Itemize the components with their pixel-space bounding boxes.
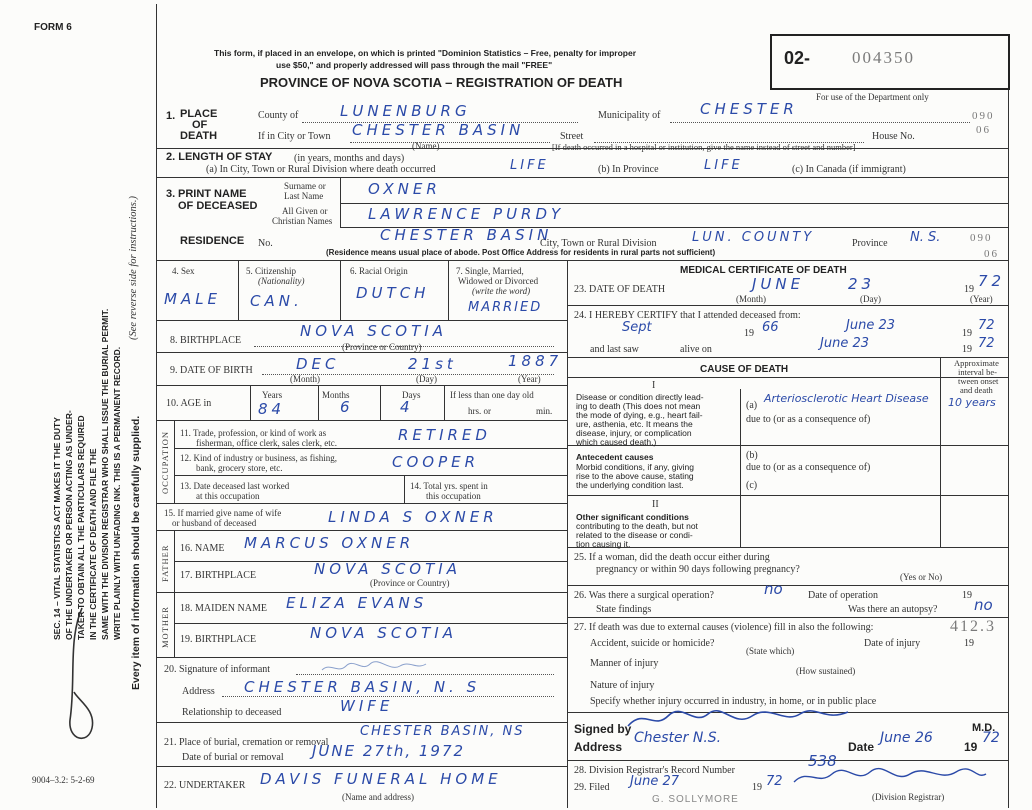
med-line-preg (567, 547, 1008, 548)
burial-value: CHESTER BASIN, NS (360, 724, 525, 739)
manner-label: Manner of injury (590, 658, 659, 669)
dob-year-caption: (Year) (518, 374, 541, 384)
filed-value: June 27 (630, 774, 679, 789)
age-years: 84 (258, 400, 286, 418)
death-month: JUNE (752, 275, 805, 293)
from-value: Sept (622, 320, 652, 335)
undertaker-caption: (Name and address) (342, 792, 414, 802)
md-label: M.D. (972, 722, 996, 734)
surgery-label: 26. Was there a surgical operation? (574, 590, 714, 601)
state-which: (State which) (746, 646, 795, 656)
municipality-label: Municipality of (598, 110, 661, 121)
med-line-part2 (567, 495, 1008, 496)
external-code: 412.3 (950, 618, 996, 635)
municipality-code: 090 (972, 110, 995, 122)
stay-a-label: (a) In City, Town or Rural Division where death occurred (206, 164, 436, 175)
certify-label: 24. I HEREBY CERTIFY that I attended deceased from: (574, 310, 801, 321)
sex-value: MALE (164, 290, 222, 308)
residence-no: No. (258, 238, 273, 249)
residence-note: (Residence means usual place of abode. Post Office Address for residents in rural parts not sufficient) (326, 248, 716, 257)
occ14-divider (404, 475, 405, 503)
informant-sig-label: 20. Signature of informant (164, 664, 271, 675)
marital-label-1: 7. Single, Married, (456, 266, 524, 276)
other-label-2: contributing to the death, but not (576, 521, 698, 531)
dob-year: 1887 (508, 352, 563, 370)
stay-a-value: LIFE (510, 158, 549, 173)
industry-value: COOPER (392, 453, 480, 471)
disease-label-4: ure, asthenia, etc. It means the (576, 419, 693, 429)
origin-label: 6. Racial Origin (350, 266, 408, 276)
from-year-prefix: 19 (744, 328, 754, 339)
notice-line-2: use $50," and properly addressed will pass through the mail "FREE" (276, 60, 553, 70)
part-2: II (652, 499, 659, 510)
doctor-address-label: Address (574, 740, 623, 754)
mother-side-label: MOTHER (160, 606, 170, 648)
birthplace-label: 8. BIRTHPLACE (170, 335, 242, 346)
mother-name-value: ELIZA EVANS (286, 594, 428, 612)
mother-name-label: 18. MAIDEN NAME (180, 603, 267, 614)
stay-title: LENGTH OF STAY (178, 151, 273, 163)
preg-label-1: 25. If a woman, did the death occur either during (574, 552, 770, 563)
row-line-dob (156, 352, 567, 353)
citizen-value: CAN. (250, 292, 303, 310)
stay-num: 2. (166, 151, 176, 163)
registration-number-box (770, 34, 1010, 90)
preg-label-2: pregnancy or within 90 days following pregnancy? (596, 564, 800, 575)
stay-b-label: (b) In Province (598, 164, 659, 175)
trade-value: RETIRED (398, 426, 491, 444)
informant-signature-mark (48, 600, 118, 750)
interval-label-4: and death (960, 385, 993, 395)
marital-value: MARRIED (468, 300, 543, 315)
cause-a-value: Arteriosclerotic Heart Disease (764, 392, 929, 405)
residence-code-1: 090 (970, 232, 993, 244)
city-label: If in City or Town (258, 131, 331, 142)
name-col (340, 177, 341, 227)
given-label-1: All Given or (282, 206, 328, 216)
given-label-2: Christian Names (272, 216, 333, 226)
province-value: N. S. (910, 230, 941, 245)
other-label-3: related to the disease or condi- (576, 530, 693, 540)
citizen-label: 5. Citizenship (246, 266, 296, 276)
hrs-label: hrs. or (468, 406, 491, 416)
side-line-8: (See reverse side for instructions.) (128, 196, 139, 340)
occ-side-line (174, 420, 175, 503)
filed-year-prefix: 19 (752, 782, 762, 793)
state-findings: State findings (596, 604, 652, 615)
stay-c-label: (c) In Canada (if immigrant) (792, 164, 906, 175)
street-label: Street (560, 131, 584, 142)
registrar-stamp: G. SOLLYMORE (652, 794, 739, 805)
side-line-3: TAKER TO OBTAIN ALL THE PARTICULARS REQUIRED (76, 415, 86, 640)
deceased-label-1: PRINT NAME (178, 188, 247, 200)
accident-label: Accident, suicide or homicide? (590, 638, 715, 649)
dob-day: 21st (408, 355, 457, 373)
municipality-value: CHESTER (700, 100, 798, 118)
citizen-sub: (Nationality) (258, 276, 305, 286)
marital-label-3: (write the word) (472, 286, 531, 296)
right-border (1008, 88, 1009, 808)
side-line-2: OF THE UNDERTAKER OR PERSON ACTING AS UNDER- (64, 410, 74, 640)
county-label: County of (258, 110, 299, 121)
alive-on: alive on (680, 344, 712, 355)
occ-row-line-1 (174, 448, 567, 449)
occupation-side-label: OCCUPATION (160, 430, 170, 494)
months-label: Months (322, 390, 350, 400)
sign-year: 72 (982, 730, 1000, 746)
interval-label-2: interval be- (958, 367, 997, 377)
to-year-prefix: 19 (962, 328, 972, 339)
medical-title: MEDICAL CERTIFICATE OF DEATH (680, 265, 847, 276)
last-saw-value: June 23 (820, 336, 869, 351)
side-line-6: WRITE PLAINLY WITH UNFADING INK. THIS IS A PERMANENT RECORD. (112, 346, 122, 640)
father-name-label: 16. NAME (180, 543, 225, 554)
burial-date-value: JUNE 27th, 1972 (312, 742, 466, 760)
age-col-4 (444, 385, 445, 420)
row-line-occ (156, 420, 567, 421)
med-line-date (567, 305, 1008, 306)
total-label-1: 14. Total yrs. spent in (410, 481, 488, 491)
residence-value: CHESTER BASIN (380, 226, 553, 244)
row-line-burial (156, 722, 567, 723)
spouse-label-1: 15. If married give name of wife (164, 508, 282, 518)
industry-label-2: bank, grocery store, etc. (196, 463, 283, 473)
place-label-2: OF (192, 119, 208, 131)
registrar-record-value: 538 (808, 752, 837, 770)
dept-use: For use of the Department only (816, 92, 929, 102)
form-id: FORM 6 (34, 22, 72, 33)
interval-col (940, 357, 941, 547)
cause-a-label: (a) (746, 400, 758, 411)
deceased-label-2: OF DECEASED (178, 200, 258, 212)
birthplace-value: NOVA SCOTIA (300, 322, 447, 340)
due-to-2: due to (or as a consequence of) (746, 462, 871, 473)
lastworked-label-2: at this occupation (196, 491, 260, 501)
from-year: 66 (762, 320, 779, 335)
age-col-2 (318, 385, 319, 420)
birthplace-caption: (Province or Country) (342, 342, 422, 352)
trade-label-2: fisherman, office clerk, sales clerk, etc. (196, 438, 338, 448)
reg-number: 004350 (852, 48, 915, 67)
filed-label: 29. Filed (574, 782, 610, 793)
antecedent-label-4: the underlying condition last. (576, 480, 684, 490)
disease-label-6: which caused death.) (576, 437, 657, 447)
father-bp-value: NOVA SCOTIA (314, 560, 461, 578)
disease-label-3: the mode of dying, e.g., heart fail- (576, 410, 703, 420)
last-saw-label: and last saw (590, 344, 639, 355)
years-label: Years (262, 390, 283, 400)
relationship-value: WIFE (340, 697, 394, 715)
place-label-3: DEATH (180, 130, 218, 142)
age-label: 10. AGE in (166, 398, 212, 409)
to-value: June 23 (846, 318, 895, 333)
row-line-spouse (156, 503, 567, 504)
med-line-cause (567, 357, 1008, 358)
doctor-signature (624, 706, 854, 732)
personal-col-1 (238, 260, 239, 320)
sex-label: 4. Sex (172, 266, 195, 276)
death-year: 72 (978, 272, 1006, 290)
disease-label-5: disease, injury, or complication (576, 428, 692, 438)
sign-year-prefix: 19 (964, 740, 978, 754)
side-line-7: Every item of information should be carefully supplied. (130, 415, 142, 690)
death-day: 23 (848, 275, 876, 293)
med-line-external (567, 617, 1008, 618)
spouse-value: LINDA S OXNER (328, 508, 498, 526)
med-line-surgery (567, 585, 1008, 586)
cause-label-col (740, 389, 741, 547)
disease-label-2: ing to death (This does not mean (576, 401, 701, 411)
father-name-value: MARCUS OXNER (244, 534, 415, 552)
residence-code-2: 06 (984, 248, 999, 260)
burial-label: 21. Place of burial, cremation or removal (164, 737, 329, 748)
province-label: Province (852, 238, 888, 249)
cause-title: CAUSE OF DEATH (700, 364, 789, 375)
part-1: I (652, 380, 656, 391)
age-months: 6 (340, 398, 354, 416)
autopsy-value: no (974, 596, 993, 614)
sign-date: June 26 (880, 730, 933, 746)
form-code: 9004–3.2: 5-2-69 (32, 775, 95, 785)
informant-address-label: Address (182, 686, 215, 697)
med-line-registrar (567, 760, 1008, 761)
reg-prefix: 02- (784, 48, 811, 68)
division-value: LUN. COUNTY (692, 230, 815, 245)
father-side-label: FATHER (160, 544, 170, 582)
interval-label-3: tween onset (958, 376, 999, 386)
last-saw-year-prefix: 19 (962, 344, 972, 355)
surgery-value: no (764, 580, 783, 598)
trade-label-1: 11. Trade, profession, or kind of work as (180, 428, 327, 438)
registrar-signature (790, 766, 990, 788)
external-label: 27. If death was due to external causes (violence) fill in also the following: (574, 622, 874, 633)
death-day-caption: (Day) (860, 294, 881, 304)
dob-month-caption: (Month) (290, 374, 320, 384)
personal-col-2 (340, 260, 341, 320)
hospital-note: [If death occurred in a hospital or institution, give the name instead of street and number] (552, 142, 856, 152)
nature-label: Nature of injury (590, 680, 655, 691)
specify-label: Specify whether injury occurred in industry, in home, or in public place (590, 696, 877, 707)
registrar-caption: (Division Registrar) (872, 792, 945, 802)
spouse-label-2: or husband of deceased (172, 518, 257, 528)
dob-month: DEC (296, 355, 340, 373)
notice-line-1: This form, if placed in an envelope, on which is printed "Dominion Statistics – Free, penalty for improper (214, 48, 637, 58)
left-border (156, 4, 157, 808)
days-label: Days (402, 390, 421, 400)
age-col-3 (380, 385, 381, 420)
dob-day-caption: (Day) (416, 374, 437, 384)
to-year: 72 (978, 318, 995, 333)
occ-row-line-2 (174, 475, 567, 476)
house-label: House No. (872, 131, 915, 142)
row-line-personal (156, 260, 1008, 261)
relationship-label: Relationship to deceased (182, 707, 282, 718)
filed-year: 72 (766, 774, 783, 789)
county-value: LUNENBURG (340, 102, 471, 120)
row-line-father (156, 530, 567, 531)
undertaker-value: DAVIS FUNERAL HOME (260, 770, 502, 788)
place-label-1: PLACE (180, 108, 218, 120)
cause-b-label: (b) (746, 450, 758, 461)
father-bp-label: 17. BIRTHPLACE (180, 570, 257, 581)
row-line-age (156, 385, 567, 386)
antecedent-label-1: Antecedent causes (576, 452, 654, 462)
op-year-prefix: 19 (962, 590, 972, 601)
mother-bp-value: NOVA SCOTIA (310, 624, 457, 642)
informant-signature (320, 658, 430, 676)
death-date-label: 23. DATE OF DEATH (574, 284, 666, 295)
informant-address-value: CHESTER BASIN, N. S (244, 678, 481, 696)
death-year-caption: (Year) (970, 294, 993, 304)
form-title: PROVINCE OF NOVA SCOTIA – REGISTRATION OF DEATH (260, 75, 623, 90)
origin-value: DUTCH (356, 284, 430, 302)
op-date-label: Date of operation (808, 590, 878, 601)
antecedent-label-2: Morbid conditions, if any, giving (576, 462, 694, 472)
header-line-stay (156, 177, 1008, 178)
age-col-1 (250, 385, 251, 420)
antecedent-label-3: rise to the above cause, stating (576, 471, 694, 481)
sign-date-label: Date (848, 740, 875, 754)
lt-day-label: If less than one day old (450, 390, 534, 400)
surname-label-1: Surname or (284, 181, 326, 191)
middle-divider (567, 260, 568, 808)
municipality-line (670, 122, 970, 123)
registrar-record-label: 28. Division Registrar's Record Number (574, 765, 735, 776)
division-label: City, Town or Rural Division (540, 238, 657, 249)
total-label-2: this occupation (426, 491, 481, 501)
interval-a-value: 10 years (948, 396, 996, 409)
due-to-1: due to (or as a consequence of) (746, 414, 871, 425)
side-line-1: SEC. 14 – VITAL STATISTICS ACT MAKES IT THE DUTY (52, 417, 62, 640)
name-caption: (Name) (412, 141, 440, 151)
autopsy-label: Was there an autopsy? (848, 604, 938, 615)
undertaker-label: 22. UNDERTAKER (164, 780, 246, 791)
signed-label: Signed by (574, 722, 632, 736)
side-line-5: SAME WITH THE DIVISION REGISTRAR WHO SHALL ISSUE THE BURIAL PERMIT. (100, 308, 110, 640)
how-sustained: (How sustained) (796, 666, 856, 676)
row-line-mother (156, 592, 567, 593)
last-saw-year: 72 (978, 336, 995, 351)
header-line-name (340, 203, 1008, 204)
stay-label (166, 151, 272, 163)
other-label-1: Other significant conditions (576, 512, 689, 522)
residence-label: RESIDENCE (180, 235, 245, 247)
yes-no-caption: (Yes or No) (900, 572, 943, 582)
other-label-4: tion causing it. (576, 539, 631, 549)
stay-b-value: LIFE (704, 158, 743, 173)
stay-sub: (in years, months and days) (294, 153, 405, 164)
city-line (350, 142, 550, 143)
age-days: 4 (400, 398, 414, 416)
lastworked-label-1: 13. Date deceased last worked (180, 481, 290, 491)
min-label: min. (536, 406, 553, 416)
surname-value: OXNER (368, 180, 441, 198)
interval-label-1: Approximate (954, 358, 999, 368)
injury-date-label: Date of injury (864, 638, 921, 649)
dob-label: 9. DATE OF BIRTH (170, 365, 253, 376)
marital-label-2: Widowed or Divorced (458, 276, 539, 286)
side-line-4: IN THE CERTIFICATE OF DEATH AND FILE THE (88, 448, 98, 640)
death-month-caption: (Month) (736, 294, 766, 304)
deceased-num: 3. (166, 188, 176, 200)
father-bp-caption: (Province or Country) (370, 578, 450, 588)
burial-date-label: Date of burial or removal (182, 752, 284, 763)
mother-side-line (174, 592, 175, 657)
med-line-cause-head (567, 377, 1008, 378)
city-value: CHESTER BASIN (352, 121, 525, 139)
personal-col-3 (448, 260, 449, 320)
given-value: LAWRENCE PURDY (368, 205, 565, 223)
doctor-address: Chester N.S. (634, 730, 722, 746)
injury-year-prefix: 19 (964, 638, 974, 649)
death-year-prefix: 19 (964, 284, 974, 295)
mother-bp-label: 19. BIRTHPLACE (180, 634, 257, 645)
cause-c-label: (c) (746, 480, 758, 491)
row-line-birthplace (156, 320, 567, 321)
place-num: 1. (166, 110, 176, 122)
row-line-undertaker (156, 766, 567, 767)
surname-label-2: Last Name (284, 191, 324, 201)
industry-label-1: 12. Kind of industry or business, as fishing, (180, 453, 337, 463)
disease-label-1: Disease or condition directly lead- (576, 392, 704, 402)
house-code: 06 (976, 124, 991, 136)
